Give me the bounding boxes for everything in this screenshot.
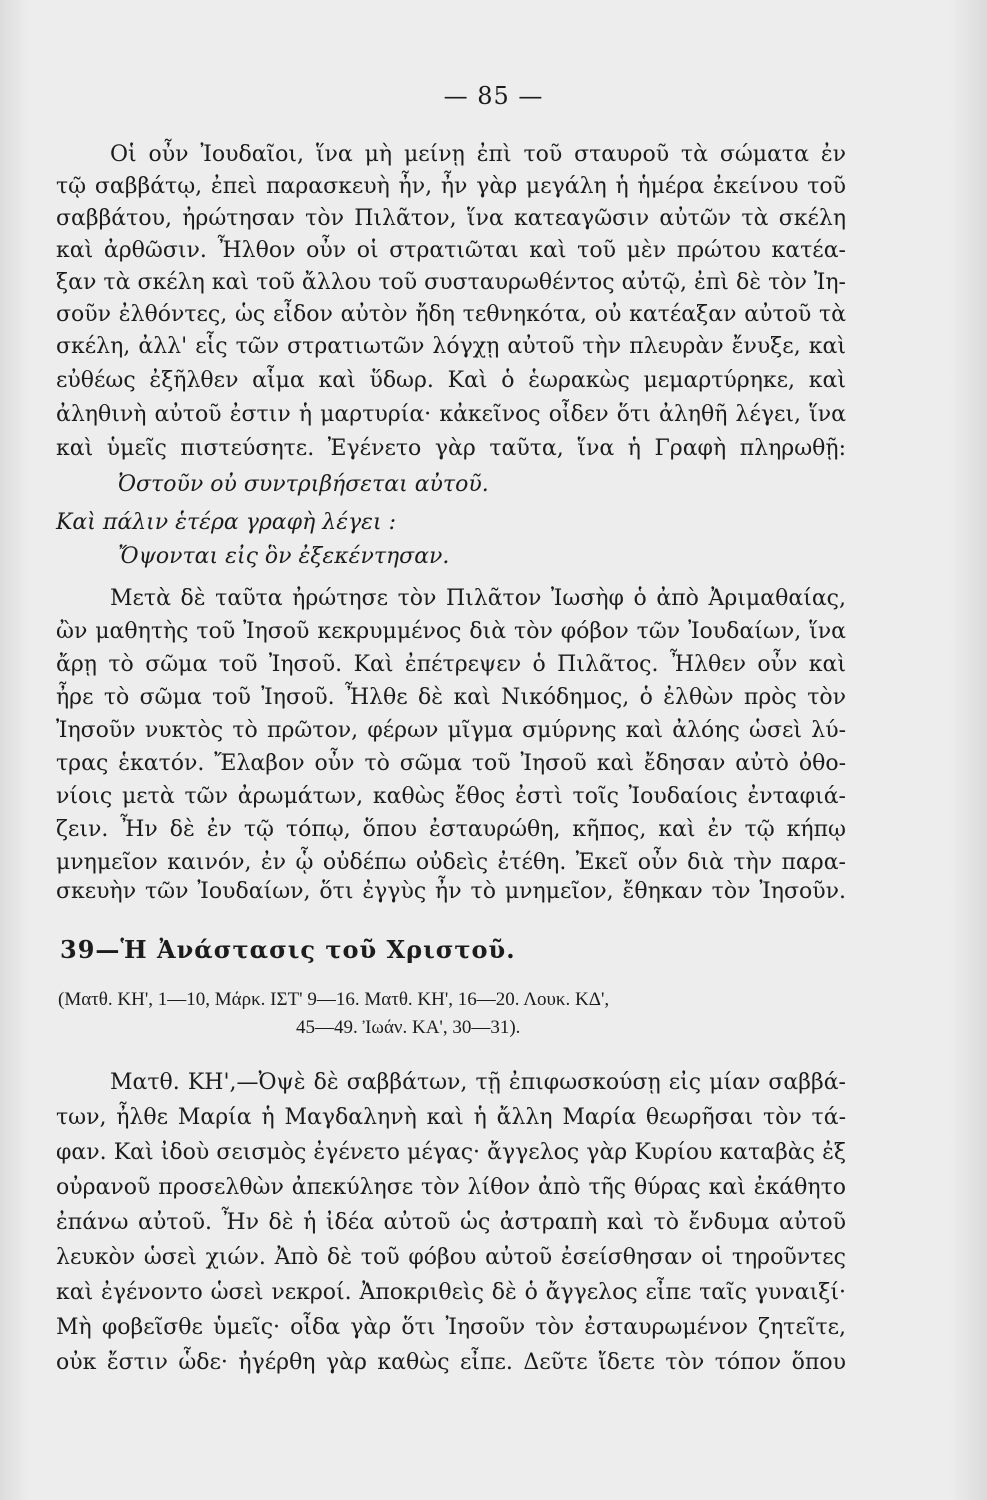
quote-intro: Καὶ πάλιν ἑτέρα γραφὴ λέγει : xyxy=(56,510,396,535)
text-line: νίοις μετὰ τῶν ἀρωμάτων, καθὼς ἔθος ἐστὶ τοῖς Ἰουδαίοις ἐνταφιά- xyxy=(56,784,846,809)
section-heading: 39—Ἡ Ἀνάστασις τοῦ Χριστοῦ. xyxy=(60,935,516,964)
text-line: ἐπάνω αὐτοῦ. Ἦν δὲ ἡ ἰδέα αὐτοῦ ὡς ἀστραπὴ καὶ τὸ ἔνδυμα αὐτοῦ xyxy=(56,1210,846,1235)
text-line: Μετὰ δὲ ταῦτα ἠρώτησε τὸν Πιλᾶτον Ἰωσὴφ ὁ ἀπὸ Ἀριμαθαίας, xyxy=(110,586,846,611)
text-line: ἄρῃ τὸ σῶμα τοῦ Ἰησοῦ. Καὶ ἐπέτρεψεν ὁ Πιλᾶτος. Ἦλθεν οὖν καὶ xyxy=(56,652,846,677)
text-line: των, ἦλθε Μαρία ἡ Μαγδαληνὴ καὶ ἡ ἄλλη Μαρία θεωρῆσαι τὸν τά- xyxy=(56,1105,846,1130)
text-line: ἀληθινὴ αὐτοῦ ἐστιν ἡ μαρτυρία· κἀκεῖνος οἶδεν ὅτι ἀληθῆ λέγει, ἵνα xyxy=(56,402,846,427)
scripture-quote: Ὀστοῦν οὐ συντριβήσεται αὐτοῦ. xyxy=(118,472,489,497)
text-line: οὐρανοῦ προσελθὼν ἀπεκύλησε τὸν λίθον ἀπὸ τῆς θύρας καὶ ἐκάθητο xyxy=(56,1175,846,1200)
text-line: εὐθέως ἐξῆλθεν αἷμα καὶ ὕδωρ. Καὶ ὁ ἑωρακὼς μεμαρτύρηκε, καὶ xyxy=(56,368,846,393)
text-line: τρας ἑκατόν. Ἔλαβον οὖν τὸ σῶμα τοῦ Ἰησοῦ καὶ ἔδησαν αὐτὸ ὀθο- xyxy=(56,751,846,776)
text-line: οὐκ ἔστιν ὧδε· ἠγέρθη γὰρ καθὼς εἶπε. Δεῦτε ἴδετε τὸν τόπον ὅπου xyxy=(56,1350,846,1375)
text-line: ξαν τὰ σκέλη καὶ τοῦ ἄλλου τοῦ συσταυρωθέντος αὐτῷ, ἐπὶ δὲ τὸν Ἰη- xyxy=(56,270,846,295)
text-line: φαν. Καὶ ἰδοὺ σεισμὸς ἐγένετο μέγας· ἄγγελος γὰρ Κυρίου καταβὰς ἐξ xyxy=(56,1140,846,1165)
text-line: Οἱ οὖν Ἰουδαῖοι, ἵνα μὴ μείνῃ ἐπὶ τοῦ σταυροῦ τὰ σώματα ἐν xyxy=(110,142,846,167)
text-line: καὶ ἀρθῶσιν. Ἦλθον οὖν οἱ στρατιῶται καὶ τοῦ μὲν πρώτου κατέα- xyxy=(56,238,846,263)
text-line: καὶ ἐγένοντο ὡσεὶ νεκροί. Ἀποκριθεὶς δὲ ὁ ἄγγελος εἶπε ταῖς γυναιξί· xyxy=(56,1280,846,1305)
text-line: Μὴ φοβεῖσθε ὑμεῖς· οἶδα γὰρ ὅτι Ἰησοῦν τὸν ἐσταυρωμένον ζητεῖτε, xyxy=(56,1315,846,1340)
text-line: λευκὸν ὡσεὶ χιών. Ἀπὸ δὲ τοῦ φόβου αὐτοῦ ἐσείσθησαν οἱ τηροῦντες xyxy=(56,1245,846,1270)
text-line: ὢν μαθητὴς τοῦ Ἰησοῦ κεκρυμμένος διὰ τὸν φόβον τῶν Ἰουδαίων, ἵνα xyxy=(56,619,846,644)
scripture-reference: 45—49. Ἰωάν. ΚΑ', 30—31). xyxy=(296,1017,521,1038)
text-line: ζειν. Ἦν δὲ ἐν τῷ τόπῳ, ὅπου ἐσταυρώθη, κῆπος, καὶ ἐν τῷ κήπῳ xyxy=(56,817,846,842)
text-line: καὶ ὑμεῖς πιστεύσητε. Ἐγένετο γὰρ ταῦτα, ἵνα ἡ Γραφὴ πληρωθῇ: xyxy=(56,436,846,461)
text-line: σαββάτου, ἠρώτησαν τὸν Πιλᾶτον, ἵνα κατεαγῶσιν αὐτῶν τὰ σκέλη xyxy=(56,206,846,231)
text-line: τῷ σαββάτῳ, ἐπεὶ παρασκευὴ ἦν, ἦν γὰρ μεγάλη ἡ ἡμέρα ἐκείνου τοῦ xyxy=(56,174,846,199)
text-line: σκέλη, ἀλλ' εἷς τῶν στρατιωτῶν λόγχῃ αὐτοῦ τὴν πλευρὰν ἔνυξε, καὶ xyxy=(56,334,846,359)
text-line: Ματθ. ΚΗ',—Ὀψὲ δὲ σαββάτων, τῇ ἐπιφωσκούσῃ εἰς μίαν σαββά- xyxy=(110,1070,846,1095)
scripture-reference: (Ματθ. ΚΗ', 1—10, Μάρκ. ΙΣΤ' 9—16. Ματθ. ΚΗ', 16—20. Λουκ. ΚΔ', xyxy=(58,989,610,1010)
text-line: Ἰησοῦν νυκτὸς τὸ πρῶτον, φέρων μῖγμα σμύρνης καὶ ἀλόης ὡσεὶ λύ- xyxy=(56,718,846,743)
text-line: μνημεῖον καινόν, ἐν ᾧ οὐδέπω οὐδεὶς ἐτέθη. Ἐκεῖ οὖν διὰ τὴν παρα- xyxy=(56,850,846,875)
page-number: — 85 — xyxy=(443,82,544,110)
scripture-quote: Ὄψονται εἰς ὃν ἐξεκέντησαν. xyxy=(118,544,450,569)
text-line: ἦρε τὸ σῶμα τοῦ Ἰησοῦ. Ἦλθε δὲ καὶ Νικόδημος, ὁ ἐλθὼν πρὸς τὸν xyxy=(56,685,846,710)
text-line: σοῦν ἐλθόντες, ὡς εἶδον αὐτὸν ἤδη τεθνηκότα, οὐ κατέαξαν αὐτοῦ τὰ xyxy=(56,302,846,327)
text-line: σκευὴν τῶν Ἰουδαίων, ὅτι ἐγγὺς ἦν τὸ μνημεῖον, ἔθηκαν τὸν Ἰησοῦν. xyxy=(56,879,846,904)
